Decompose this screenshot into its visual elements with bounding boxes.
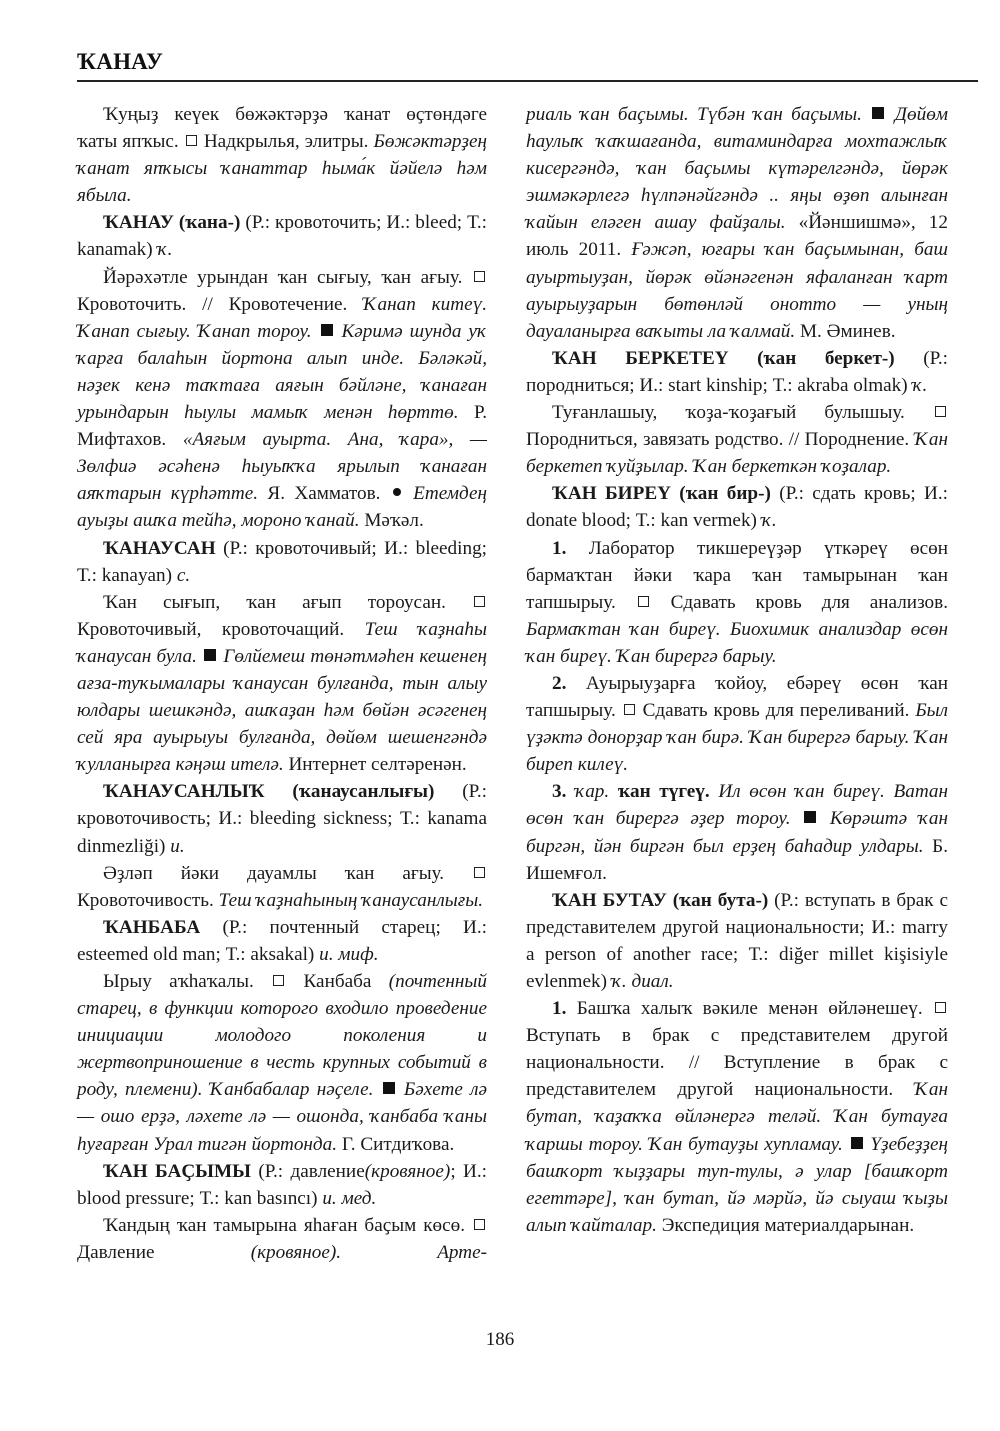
definition: Ҡуңыҙ кеүек бөжәктәрҙә ҡанат өҫтөндәге ҡаты япҡыс. (77, 104, 487, 153)
sense-1 (526, 995, 948, 1239)
part-of-speech: ҡ. (157, 239, 173, 261)
example: Ҡан беркетеп ҡуйҙылар. Ҡан беркеткән ҡоҙалар. (526, 429, 948, 478)
entry-body (77, 860, 487, 914)
translation-marker-icon (273, 975, 284, 986)
translation-marker-icon (474, 1219, 485, 1230)
part-of-speech: и. мед. (322, 1187, 377, 1209)
example: Бармаҡтан ҡан биреү. Биохимик анализдар өсөн ҡан биреү. Ҡан бирергә барыу. (526, 618, 948, 667)
quotation-author: Г. Ситдиҡова. (341, 1133, 455, 1155)
example: Ҡанбабалар нәҫеле. (209, 1079, 374, 1101)
entry-body (526, 399, 948, 480)
citation-marker-icon (872, 107, 884, 119)
sense-number: 1. (552, 537, 567, 559)
gloss: (Р.: кровоточивый; И.: bleeding; Т.: kanayan) (77, 537, 488, 586)
russian-translation: Кровоточивый, кровоточащий. (77, 618, 345, 640)
entry-body (77, 968, 487, 1158)
gloss: ; И.: blood pressure; Т.: kan basıncı) (77, 1160, 487, 1209)
translation-marker-icon (935, 406, 946, 417)
headword: ҠАНАУСАНЛЫҠ (ҡанаусанлығы) (103, 781, 435, 803)
cross-reference-target: ҡан түгеү. (617, 781, 710, 803)
part-of-speech: ҡ. (912, 374, 928, 396)
proverb-marker-icon (393, 488, 401, 496)
definition: Башҡа халыҡ вәкиле менән өйләнешеү. (576, 998, 923, 1020)
translation-marker-icon (638, 596, 649, 607)
gloss: (Р.: давление (258, 1160, 365, 1182)
entry-header (526, 345, 948, 399)
headword: ҠАНАУ (ҡана-) (103, 212, 241, 234)
definition: Ҡан сығып, ҡан ағып тороусан. (103, 591, 446, 613)
translation-marker-icon (474, 271, 485, 282)
example: Теш ҡаҙнаһы ҡанаусан була. (77, 618, 487, 667)
right-column (526, 101, 948, 1239)
headword: ҠАН БЕРКЕТЕҮ (ҡан беркет-) (552, 347, 895, 369)
entry-continuation (526, 101, 948, 345)
example: Теш ҡаҙнаһының ҡанаусанлығы. (218, 889, 484, 911)
gloss: (Р.: породниться; И.: start kinship; Т.: akraba olmak) (526, 347, 948, 396)
citation-marker-icon (851, 1137, 863, 1149)
quotation: Ғәжәп, юғары ҡан баҫымынан, баш ауыртыуҙан, йөрәк өйәнәгенән яфаланған ҡарт ауырыуҙарын бөтөнләй онотто — уның дауаланырға ваҡыты ла ҡалмай. (526, 239, 948, 342)
headword: ҠАНАУСАН (103, 537, 216, 559)
definition: Әҙләп йәки дауамлы ҡан ағыу. (103, 862, 445, 884)
definition: Йәрәхәтле урындан ҡан сығыу, ҡан ағыу. (103, 266, 463, 288)
quotation: Дөйөм һаулыҡ ҡаҡшағанда, витаминдарға мохтажлыҡ кисергәндә, ҡан баҫымы күтәрелгәндә, йөрәк эшмәкәрлегә һүлпәнәйгәндә .. яңы өҙөп алынған ҡайын еләген ашау файҙалы. (526, 104, 949, 234)
sense-number: 1. (552, 998, 567, 1020)
translation-marker-icon (474, 867, 485, 878)
part-of-speech: с. (176, 564, 191, 586)
part-of-speech: и. миф. (319, 943, 379, 965)
example: Бөжәктәрҙең ҡанат япҡысы ҡанаттар һыма́к йәйелә һәм ябыла. (77, 131, 488, 207)
cross-reference-label: ҡар. (575, 781, 610, 803)
gloss: (Р.: сдать кровь; И.: donate blood; Т.: kan vermek) (526, 483, 949, 532)
translation-marker-icon (935, 1002, 946, 1013)
russian-translation: Вступать в брак с представителем другой национальности. // Вступление в брак с представителем другой национальности. (526, 1025, 948, 1101)
running-head: ҠАНАУ (77, 49, 164, 74)
entry-body (77, 589, 487, 779)
part-of-speech: ҡ. (761, 510, 777, 532)
entry-header (77, 1158, 487, 1212)
sense-3 (526, 778, 948, 886)
definition: Ырыу аҡһаҡалы. (103, 971, 254, 992)
gloss: (Р.: вступать в брак с представителем другой национальности; И.: marry a person of another race; Т.: diğer millet kişisiyle evlenmek) (526, 889, 948, 992)
russian-translation: Канбаба (303, 971, 372, 992)
quotation: Кәримә шунда уҡ ҡарға балаһын йортона алып инде. Бәләкәй, нәҙек кенә таҡтаға аяғын бәйләне, ҡанаған урындарын һыулы мамыҡ менән һөрттө. (77, 320, 488, 424)
russian-translation: Породниться, завязать родство. // Породнение. (526, 429, 910, 451)
quotation: Гөлйемеш төнәтмәһен кешенең ағза-туҡымалары ҡанаусан булғанда, тын алыу юлдары шешкәндә, ашҡаҙан һәм бөйән әсәгенең сей яра ауырыуы булғанда, дөйөм шешенгәндә ҡулланырға кәңәш ителә. (77, 645, 487, 776)
example: Был үҙәктә донорҙар ҡан бирә. Ҡан бирергә барыу. Ҡан биреп килеү. (526, 700, 948, 776)
quotation: Көрәштә ҡан биргән, йән биргән был ерҙең баһадир улдары. (526, 808, 949, 857)
quotation-author: Б. Ишемғол. (526, 835, 948, 884)
citation-marker-icon (804, 811, 816, 823)
sense-number: 2. (552, 672, 567, 694)
page-number: 186 (485, 1329, 515, 1350)
example: Ҡан бутап, ҡаҙаҡҡа өйләнергә теләй. Ҡан бутауға ҡаршы тороу. Ҡан бутауҙы хупламау. (526, 1079, 948, 1155)
part-of-speech: ҡ. диал. (611, 971, 674, 992)
entry-header (77, 209, 487, 263)
entry-continuation (77, 101, 487, 209)
gloss: (Р.: почтенный старец; И.: esteemed old man; Т.: aksakal) (77, 916, 488, 965)
russian-translation: Давление (77, 1241, 155, 1263)
citation-marker-icon (383, 1082, 395, 1094)
russian-translation: Кровоточивость. (77, 889, 214, 911)
translation-marker-icon (186, 135, 197, 146)
definition: Ҡандың ҡан тамырына яһаған баҫым көсө. (103, 1214, 466, 1236)
example: Ҡанап китеү. Ҡанап сығыу. Ҡанап тороу. (77, 293, 488, 342)
russian-translation: Сдавать кровь для переливаний. (642, 700, 910, 722)
quotation: Бәхете лә — ошо ерҙә, ләхете лә — ошонда, ҡанбаба ҡаны һуғарған Урал тигән йортонда. (77, 1079, 487, 1155)
entry-body (77, 264, 487, 535)
russian-translation: Надкрылья, элитры. (203, 131, 369, 153)
entry-header (77, 914, 487, 968)
example: риаль ҡан баҫымы. Түбән ҡан баҫымы. (526, 104, 862, 125)
sense-1 (526, 535, 948, 670)
left-column (77, 101, 487, 1266)
sense-2 (526, 670, 948, 778)
entry-header (77, 778, 487, 859)
quotation-author: М. Әминев. (799, 320, 896, 342)
definition: Ауырыуҙарға ҡойоу, ебәреү өсөн ҡан тапшырыу. (526, 672, 948, 722)
example: Арте- (437, 1241, 488, 1263)
quotation-author: Р. Мифтахов. (77, 402, 488, 451)
russian-translation-italic: (кровяное). (250, 1241, 342, 1263)
entry-header (526, 480, 948, 534)
definition: Лаборатор тикшереүҙәр үткәреү өсөн бармаҡтан йәки ҡара ҡан тамырынан ҡан тапшырыу. (526, 537, 948, 613)
part-of-speech: и. (170, 835, 185, 857)
quotation-source: Экспедиция материалдарынан. (661, 1214, 915, 1236)
citation-marker-icon (321, 324, 333, 336)
quotation-source: «Йәншишмә», 12 июль 2011. (526, 212, 948, 261)
headword: ҠАН БИРЕҮ (ҡан бир-) (552, 483, 771, 505)
russian-translation: Сдавать кровь для анализов. (670, 591, 948, 613)
headword: ҠАНБАБА (103, 916, 201, 938)
definition: Туғанлашыу, ҡоҙа-ҡоҙағый булышыу. (552, 402, 905, 424)
russian-explanation: (почтенный старец, в функции которого входило проведение инициации молодого поколения и жертвоприношение в честь крупных событий в роду, племени). (77, 971, 488, 1101)
gloss: (Р.: кровоточивость; И.: bleeding sickness; Т.: kanama dinmezliği) (77, 781, 487, 857)
proverb: Етемдең ауыҙы ашҡа тейһә, мороно ҡанай. (77, 483, 487, 532)
gloss: (Р.: кровоточить; И.: bleed; Т.: kanamak) (77, 212, 487, 261)
translation-marker-icon (624, 704, 635, 715)
quotation: «Аяғым ауырта. Ана, ҡара», — Зөлфиә әсәһенә һыуыҡҡа ярылып ҡанаған аяҡтарын күрһәтте. (77, 429, 487, 505)
quotation-source: Интернет селтәренән. (288, 754, 467, 776)
russian-translation: Кровоточить. // Кровотечение. (77, 293, 348, 315)
entry-header (77, 535, 487, 589)
quotation-author: Я. Хамматов. (267, 483, 381, 505)
headword: ҠАН БУТАУ (ҡан бута-) (552, 889, 769, 911)
entry-header (526, 887, 948, 995)
proverb-source: Мәҡәл. (364, 510, 424, 532)
sense-number: 3. (552, 781, 567, 803)
headword: ҠАН БАҪЫМЫ (103, 1160, 251, 1182)
entry-body (77, 1212, 487, 1266)
gloss-italic: (кровяное) (364, 1160, 451, 1182)
header-rule (77, 80, 978, 82)
quotation: Үҙебеҙҙең башҡорт ҡыҙҙары туп-тулы, ә улар [башҡорт егеттәре], ҡан бутап, йә мәрйә, йә сыуаш ҡыҙы алып ҡайталар. (526, 1133, 949, 1236)
citation-marker-icon (204, 649, 216, 661)
translation-marker-icon (474, 596, 485, 607)
example: Ил өсөн ҡан биреү. Ватан өсөн ҡан бирергә әҙер тороу. (526, 781, 949, 830)
